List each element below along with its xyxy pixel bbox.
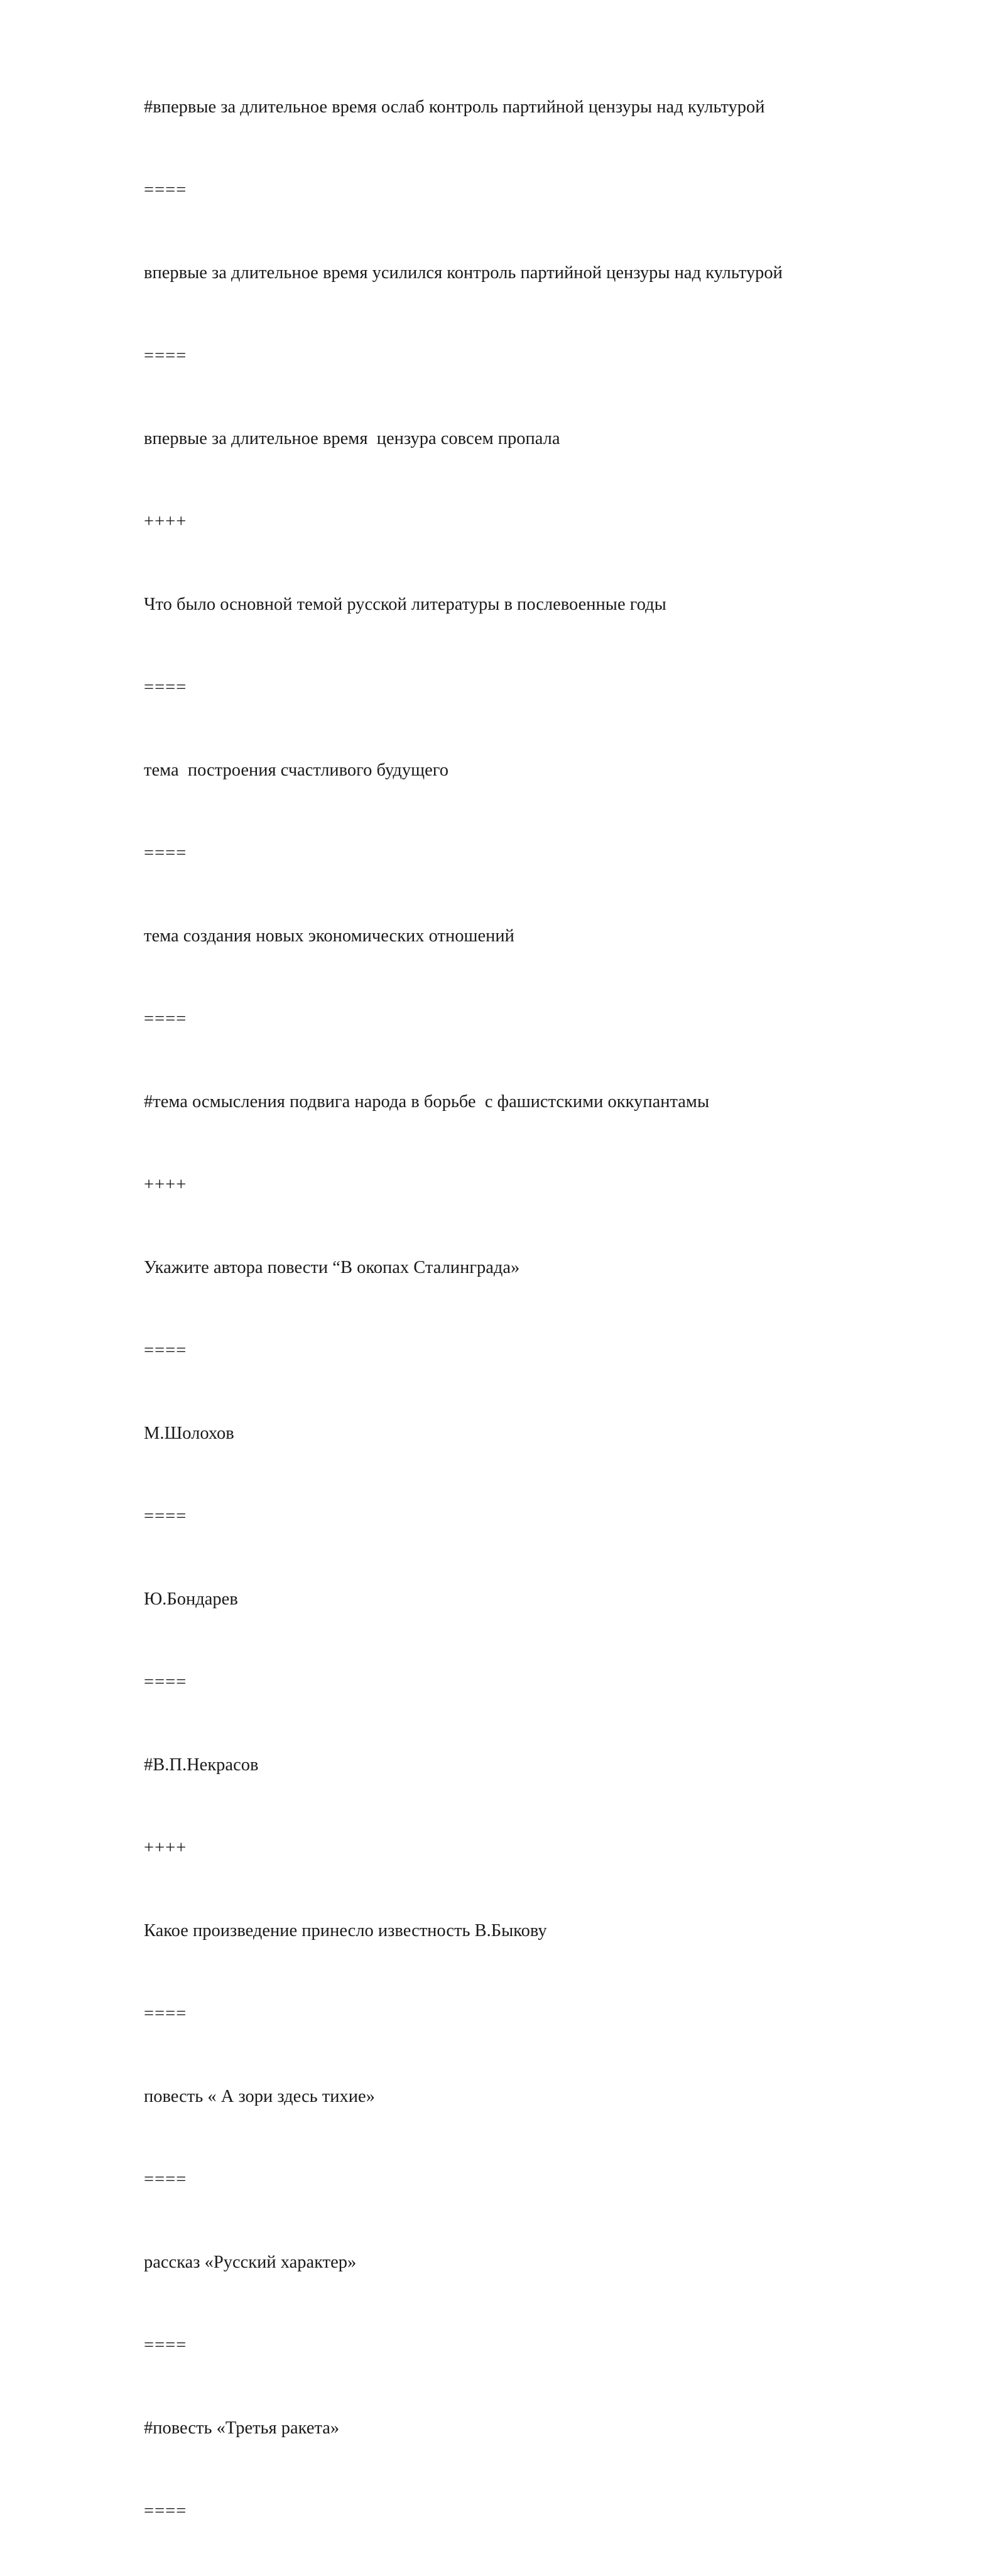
separator: ==== — [144, 2004, 187, 2023]
question-text: Укажите автора повести “В окопах Сталинграда» — [144, 1258, 520, 1277]
answer-option-correct: #В.П.Некрасов — [144, 1755, 259, 1775]
separator: ==== — [144, 678, 187, 697]
separator: ==== — [144, 843, 187, 863]
question-separator: ++++ — [144, 1175, 187, 1194]
separator: ==== — [144, 346, 187, 365]
separator: ==== — [144, 1507, 187, 1526]
answer-option-correct: #впервые за длительное время ослаб контроль партийной цензуры над культурой — [144, 97, 765, 117]
question-text: Что было основной темой русской литературы в послевоенные годы — [144, 595, 666, 614]
answer-option: М.Шолохов — [144, 1424, 234, 1443]
separator: ==== — [144, 1009, 187, 1029]
question-text: Какое произведение принесло известность В.Быкову — [144, 1921, 547, 1940]
separator: ==== — [144, 1672, 187, 1692]
separator: ==== — [144, 2335, 187, 2355]
answer-option-correct: #тема осмысления подвига народа в борьбе с фашистскими оккупантамы — [144, 1092, 710, 1112]
answer-option: тема построения счастливого будущего — [144, 760, 448, 780]
answer-option-correct: #повесть «Третья ракета» — [144, 2418, 340, 2438]
answer-option: впервые за длительное время цензура совсем пропала — [144, 429, 560, 448]
answer-option: рассказ «Русский характер» — [144, 2253, 357, 2272]
answer-option: тема создания новых экономических отношений — [144, 926, 514, 946]
document-text — [144, 89, 929, 2576]
answer-option: впервые за длительное время усилился контроль партийной цензуры над культурой — [144, 263, 783, 283]
answer-option: Ю.Бондарев — [144, 1589, 238, 1609]
separator: ==== — [144, 180, 187, 200]
separator: ==== — [144, 2501, 187, 2521]
question-separator: ++++ — [144, 512, 187, 531]
question-separator: ++++ — [144, 1838, 187, 1858]
separator: ==== — [144, 2170, 187, 2189]
answer-option: повесть « А зори здесь тихие» — [144, 2087, 375, 2106]
separator: ==== — [144, 1341, 187, 1360]
